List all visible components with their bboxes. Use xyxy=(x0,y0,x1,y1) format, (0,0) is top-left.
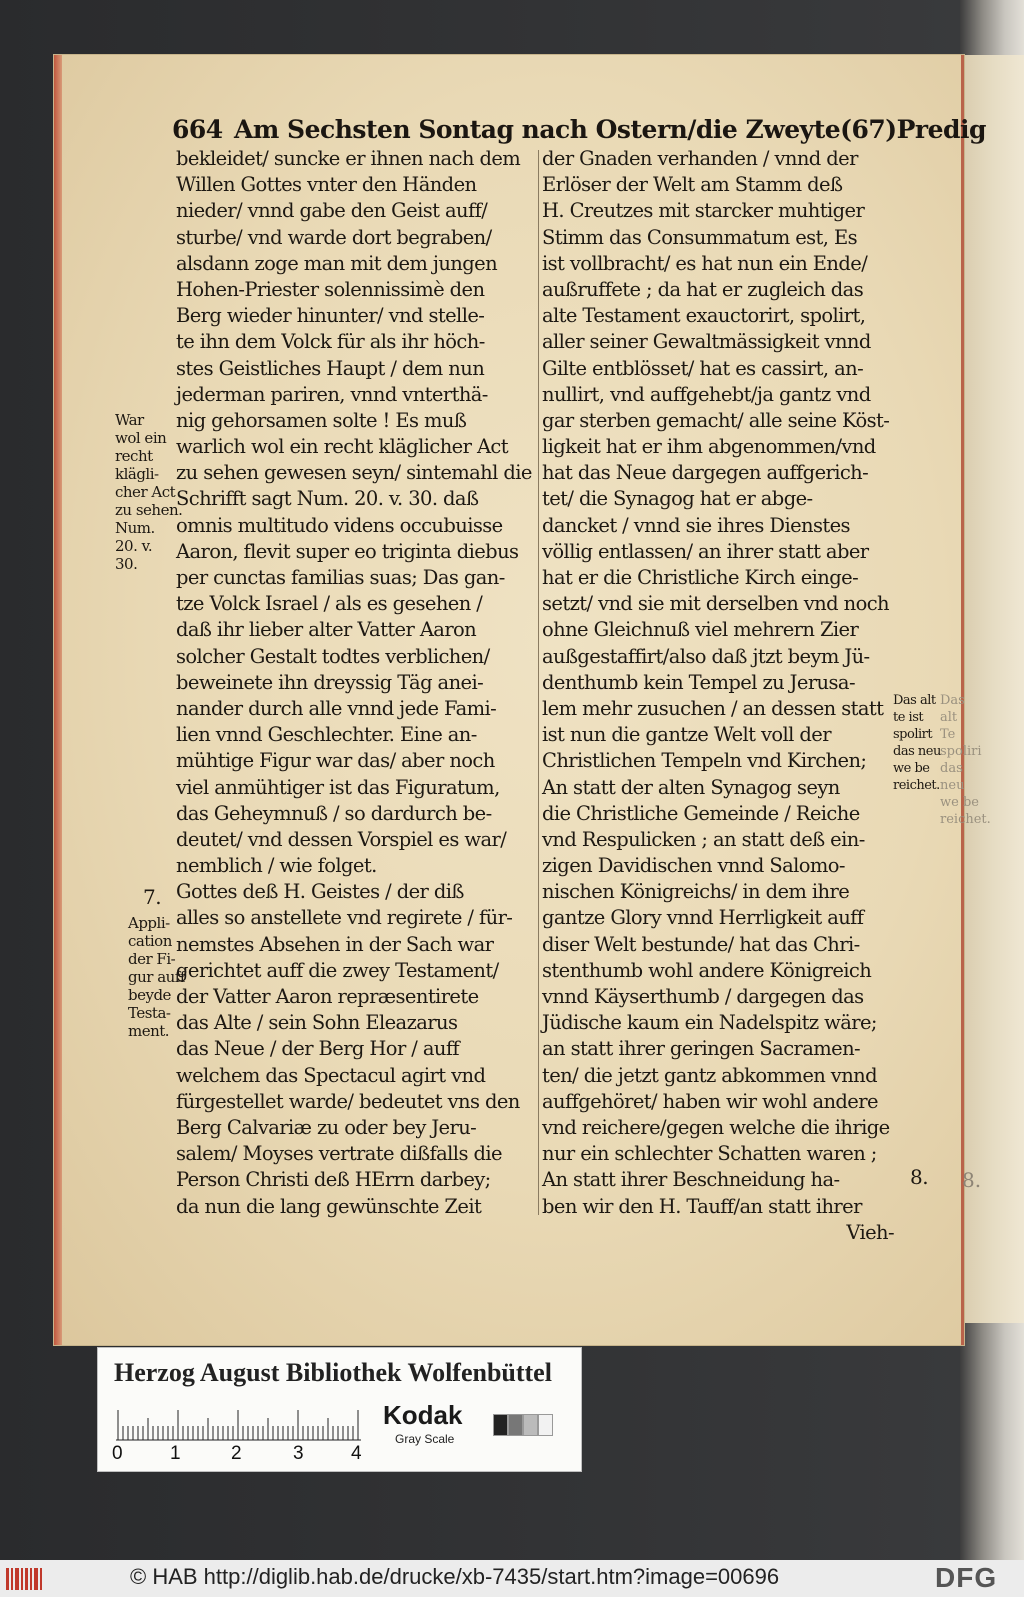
kodak-logo: Kodak xyxy=(383,1400,463,1430)
text-line: fürgestellet warde/ bedeutet vns den xyxy=(176,1089,520,1113)
text-line: Aaron, flevit super eo triginta diebus xyxy=(176,539,519,563)
ruler-label-1: 1 xyxy=(170,1443,181,1464)
text-line: mühtige Figur war das/ aber noch xyxy=(176,749,495,773)
text-line: Erlöser der Welt am Stamm deß xyxy=(542,173,843,197)
text-line: die Christliche Gemeinde / Reiche xyxy=(542,801,860,825)
margin-note-line: te ist xyxy=(893,710,924,725)
text-line: tze Volck Israel / als es gesehen / xyxy=(176,592,483,616)
bleed-through-line: das neu xyxy=(940,761,965,793)
text-line: ten/ die jetzt gantz abkommen vnnd xyxy=(542,1063,878,1087)
text-line: Berg wieder hinunter/ vnd stelle- xyxy=(176,304,485,328)
margin-note-line: spolirt xyxy=(893,727,933,742)
page-red-edge xyxy=(54,55,62,1345)
text-line: setzt/ vnd sie mit derselben vnd noch xyxy=(542,592,890,616)
text-line: zu sehen gewesen seyn/ sintemahl die xyxy=(176,461,532,485)
text-line: omnis multitudo videns occubuisse xyxy=(176,513,503,537)
text-line: alte Testament exauctorirt, spolirt, xyxy=(542,304,866,328)
margin-note-line: we be xyxy=(893,761,930,776)
margin-note-line: das neu xyxy=(893,744,941,759)
bleed-through-line: we be xyxy=(940,795,979,810)
text-line: da nun die lang gewünschte Zeit xyxy=(176,1194,482,1218)
text-line: ohne Gleichnuß viel mehrern Zier xyxy=(542,618,859,642)
text-line: H. Creutzes mit starcker muhtiger xyxy=(542,199,865,223)
text-line: Gilte entblösset/ hat es cassirt, an- xyxy=(542,356,864,380)
margin-note-line: beyde xyxy=(128,986,171,1004)
text-line: völlig entlassen/ an ihrer statt aber xyxy=(542,539,869,563)
text-line: aller seiner Gewaltmässigkeit vnnd xyxy=(542,330,871,354)
text-line: Schrifft sagt Num. 20. v. 30. daß xyxy=(176,487,479,511)
column-divider xyxy=(538,150,539,1215)
text-line: vnd reichere/gegen welche die ihrige xyxy=(542,1115,890,1139)
library-name: Herzog August Bibliothek Wolfenbüttel xyxy=(114,1358,552,1387)
margin-note-line: zu sehen. xyxy=(115,501,183,519)
margin-note-line: Testa- xyxy=(128,1004,171,1022)
facing-page-edge xyxy=(962,55,1024,1323)
footer-bar xyxy=(0,1560,1024,1597)
text-line: solcher Gestalt todtes verblichen/ xyxy=(176,644,490,668)
text-line: bekleidet/ suncke er ihnen nach dem xyxy=(176,147,521,170)
text-line: An statt der alten Synagog seyn xyxy=(542,775,840,799)
text-line: denthumb kein Tempel zu Jerusa- xyxy=(542,670,855,694)
text-line: hat das Neue dargegen auffgerich- xyxy=(542,461,869,485)
text-line: stenthumb wohl andere Königreich xyxy=(542,958,872,982)
text-line: der Gnaden verhanden / vnnd der xyxy=(542,147,858,170)
bleed-through-line: Das alt xyxy=(940,693,965,725)
text-line: ist nun die gantze Welt voll der xyxy=(542,723,831,747)
margin-note-line: War xyxy=(115,411,144,429)
page-number: 664 xyxy=(172,115,223,144)
text-line: warlich wol ein recht kläglicher Act xyxy=(176,435,508,459)
text-line: nemblich / wie folget. xyxy=(176,854,377,878)
text-line: außruffete ; da hat er zugleich das xyxy=(542,277,864,301)
text-line: dancket / vnnd sie ihres Dienstes xyxy=(542,513,850,537)
margin-note-line: Num. xyxy=(115,519,155,537)
text-line: welchem das Spectacul agirt vnd xyxy=(176,1063,486,1087)
text-line: sturbe/ vnd warde dort begraben/ xyxy=(176,225,492,249)
text-line: ben wir den H. Tauff/an statt ihrer xyxy=(542,1194,862,1218)
text-line: Jüdische kaum ein Nadelspitz wäre; xyxy=(542,1011,877,1035)
text-line: stes Geistliches Haupt / dem nun xyxy=(176,356,485,380)
text-line: das Alte / sein Sohn Eleazarus xyxy=(176,1011,458,1035)
text-line: der Vatter Aaron repræsentirete xyxy=(176,985,479,1008)
footer-source-link[interactable]: © HAB http://diglib.hab.de/drucke/xb-7435/start.htm?image=00696 xyxy=(130,1564,780,1589)
left-text-column xyxy=(176,146,538,1220)
margin-note-line: gur auff xyxy=(128,968,185,986)
margin-note-line: cation xyxy=(128,932,172,950)
text-line: außgestaffirt/also daß jtzt beym Jü- xyxy=(542,644,870,668)
text-line: tet/ die Synagog hat er abge- xyxy=(542,487,813,511)
margin-section-number-7: 7. xyxy=(143,885,162,909)
text-line: Willen Gottes vnter den Händen xyxy=(176,173,477,197)
text-line: Hohen-Priester solennissimè den xyxy=(176,277,485,301)
text-line: nemstes Absehen in der Sach war xyxy=(176,932,494,956)
margin-note-line: reichet. xyxy=(893,778,940,793)
text-line: ligkeit hat er ihm abgenommen/vnd xyxy=(542,435,876,459)
ruler-label-3: 3 xyxy=(293,1443,304,1464)
bleed-through-line: Te xyxy=(940,727,956,742)
text-line: vnd Respulicken ; an statt deß ein- xyxy=(542,827,865,851)
text-line: viel anmühtiger ist das Figuratum, xyxy=(176,775,500,799)
margin-note-line: 30. xyxy=(115,555,138,573)
text-line: nullirt, vnd auffgehebt/ja gantz vnd xyxy=(542,382,871,406)
text-line: nischen Königreichs/ in dem ihre xyxy=(542,880,850,904)
text-line: An statt ihrer Beschneidung ha- xyxy=(542,1168,840,1192)
text-line: ist vollbracht/ es hat nun ein Ende/ xyxy=(542,251,868,275)
bleed-through-text xyxy=(940,692,991,828)
text-line: Christlichen Tempeln vnd Kirchen; xyxy=(542,749,867,773)
text-line: Vieh- xyxy=(846,1220,894,1244)
text-line: nieder/ vnnd gabe den Geist auff/ xyxy=(176,199,488,223)
text-line: beweinete ihn dreyssig Täg anei- xyxy=(176,670,484,694)
margin-note-line: klägli- xyxy=(115,465,159,483)
bleed-through-number: 8. xyxy=(962,1168,982,1192)
ruler-label-2: 2 xyxy=(231,1443,242,1464)
text-line: alsdann zoge man mit dem jungen xyxy=(176,251,498,275)
margin-note-war-wol xyxy=(115,411,183,573)
barcode-logo-icon xyxy=(6,1566,46,1592)
text-line: nig gehorsamen solte ! Es muß xyxy=(176,408,467,432)
margin-note-line: 20. v. xyxy=(115,537,153,555)
text-line: zigen Davidischen vnnd Salomo- xyxy=(542,854,845,878)
gray-scale-label: Gray Scale xyxy=(395,1432,455,1446)
text-line: auffgehöret/ haben wir wohl andere xyxy=(542,1089,878,1113)
text-line: nander durch alle vnnd jede Fami- xyxy=(176,696,497,720)
ruler-label-4: 4 xyxy=(351,1443,362,1464)
margin-note-line: Appli- xyxy=(128,914,170,932)
right-text-column xyxy=(542,146,894,1246)
text-line: an statt ihrer geringen Sacramen- xyxy=(542,1037,861,1061)
text-line: hat er die Christliche Kirch einge- xyxy=(542,566,859,589)
text-line: gar sterben gemacht/ alle seine Köst- xyxy=(542,408,890,432)
text-line: das Geheymnuß / so dardurch be- xyxy=(176,801,492,825)
gray-scale-patches xyxy=(493,1414,553,1436)
text-line: jederman pariren, vnnd vnterthä- xyxy=(176,382,488,406)
margin-note-line: wol ein xyxy=(115,429,167,447)
text-line: gantze Glory vnnd Herrligkeit auff xyxy=(542,906,864,930)
text-line: Person Christi deß HErrn darbey; xyxy=(176,1168,491,1192)
text-line: nur ein schlechter Schatten waren ; xyxy=(542,1142,877,1166)
ruler-scale xyxy=(116,1401,361,1441)
color-calibration-card xyxy=(97,1347,582,1472)
text-line: Gottes deß H. Geistes / der diß xyxy=(176,880,464,904)
margin-note-line: Das alt xyxy=(893,693,936,708)
text-line: das Neue / der Berg Hor / auff xyxy=(176,1037,460,1061)
text-line: gerichtet auff die zwey Testament/ xyxy=(176,958,499,982)
margin-note-line: der Fi- xyxy=(128,950,176,968)
bleed-through-line: spoliri xyxy=(940,744,982,759)
margin-note-application xyxy=(128,914,190,1040)
text-line: deutet/ vnd dessen Vorspiel es war/ xyxy=(176,827,507,851)
margin-note-line: recht xyxy=(115,447,153,465)
running-title: Am Sechsten Sontag nach Ostern/die Zweyte(67)Predig xyxy=(234,115,986,144)
text-line: alles so anstellete vnd regirete / für- xyxy=(176,906,513,930)
text-line: salem/ Moyses vertrate dißfalls die xyxy=(176,1142,502,1166)
text-line: Stimm das Consummatum est, Es xyxy=(542,225,858,249)
text-line: lem mehr zusuchen / an dessen statt xyxy=(542,696,884,720)
margin-note-line: cher Act xyxy=(115,483,176,501)
ruler-label-0: 0 xyxy=(112,1443,123,1464)
text-line: daß ihr lieber alter Vatter Aaron xyxy=(176,618,477,642)
text-line: per cunctas familias suas; Das gan- xyxy=(176,566,505,589)
text-line: te ihn dem Volck für als ihr höch- xyxy=(176,330,485,354)
margin-note-line: ment. xyxy=(128,1022,170,1040)
text-line: lien vnnd Geschlechter. Eine an- xyxy=(176,723,477,747)
dfg-logo: DFG xyxy=(935,1562,998,1593)
text-line: diser Welt bestunde/ hat das Chri- xyxy=(542,932,860,956)
text-line: vnnd Käyserthumb / dargegen das xyxy=(542,985,864,1008)
margin-section-number-8: 8. xyxy=(910,1165,929,1189)
bleed-through-line: reichet. xyxy=(940,812,991,827)
text-line: Berg Calvariæ zu oder bey Jeru- xyxy=(176,1115,477,1139)
